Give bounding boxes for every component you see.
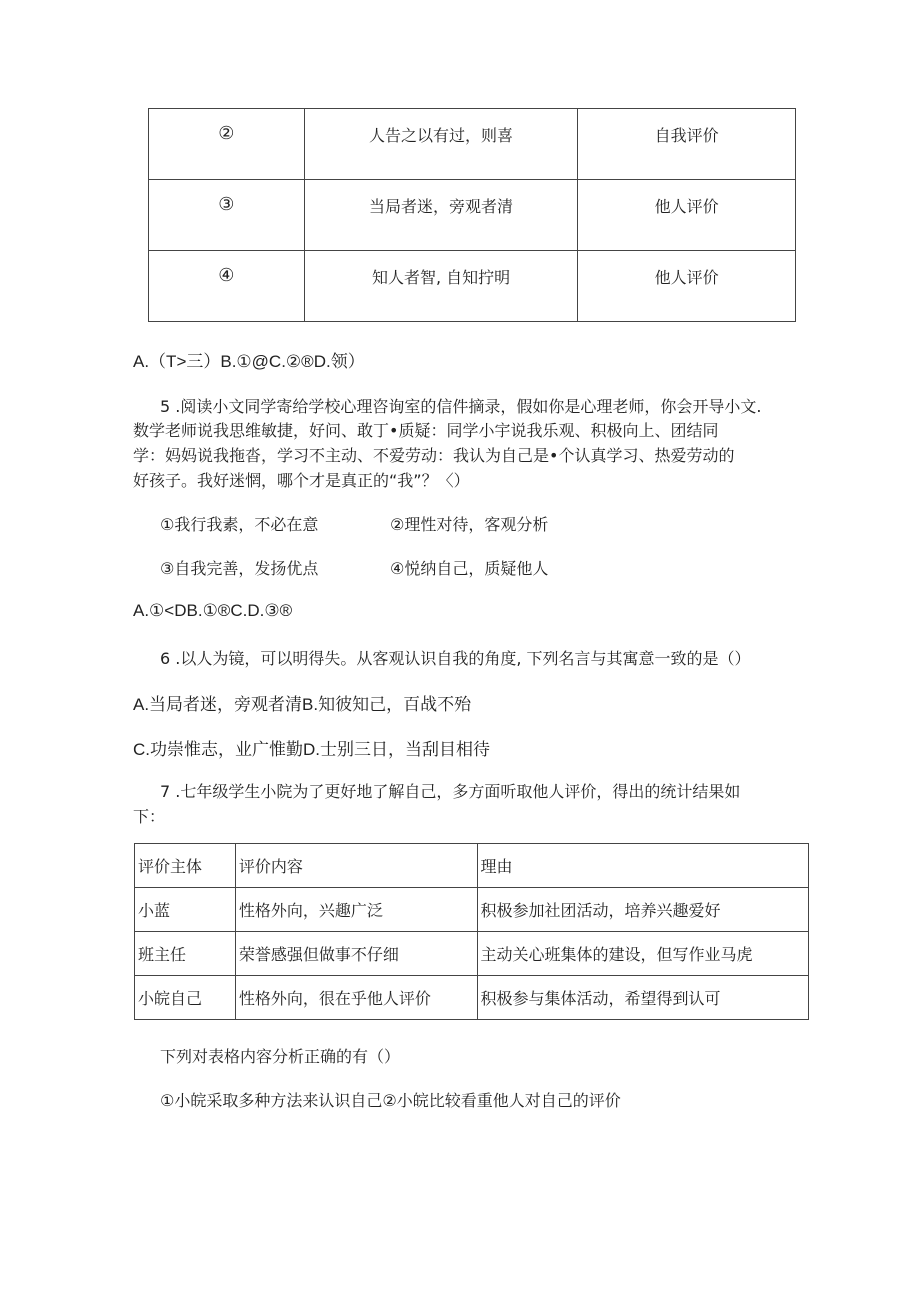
q5-options: A.①<DB.①®C.D.③®	[133, 601, 293, 620]
cell-content: 性格外向，很在乎他人评价	[235, 976, 477, 1020]
row-number: ④	[149, 251, 305, 322]
cell-subject: 班主任	[135, 932, 236, 976]
cell-reason: 积极参加社团活动，培养兴趣爱好	[477, 888, 809, 932]
header-subject: 评价主体	[135, 844, 236, 888]
quote-cell: 人告之以有过，则喜	[304, 109, 578, 180]
table-row	[135, 932, 809, 976]
header-content: 评价内容	[235, 844, 477, 888]
q5-item-2: ②理性对待，客观分析	[390, 515, 549, 534]
table-row	[149, 109, 796, 180]
cell-content: 性格外向，兴趣广泛	[235, 888, 477, 932]
q6-options-ab: A.当局者迷，旁观者清B.知彼知己，百战不殆	[133, 695, 472, 714]
self-evaluation-table	[148, 108, 796, 322]
q7-items: ①小皖采取多种方法来认识自己②小皖比较看重他人对自己的评价	[160, 1091, 621, 1110]
cell-subject: 小皖自己	[135, 976, 236, 1020]
q7-stem-line2: 下：	[133, 807, 166, 826]
q5-stem-line3: 学：妈妈说我拖沓，学习不主动、不爱劳动：我认为自己是•个认真学习、热爱劳动的	[133, 446, 735, 465]
row-number: ③	[149, 180, 305, 251]
table-row	[149, 251, 796, 322]
table-row	[135, 888, 809, 932]
evaluation-statistics-table	[134, 843, 809, 1020]
table-row	[135, 976, 809, 1020]
q6-options-cd: C.功崇惟志，业广惟勤D.士别三日，当刮目相待	[133, 740, 490, 759]
row-number: ②	[149, 109, 305, 180]
cell-reason: 主动关心班集体的建设，但写作业马虎	[477, 932, 809, 976]
table-row	[149, 180, 796, 251]
cell-content: 荣誉感强但做事不仔细	[235, 932, 477, 976]
evaluation-type-cell: 自我评价	[578, 109, 796, 180]
q5-item-3: ③自我完善，发扬优点	[160, 559, 319, 578]
q6-stem: 6 .以人为镜，可以明得失。从客观认识自我的角度, 下列名言与其寓意一致的是（）	[160, 649, 751, 668]
q5-item-4: ④悦纳自己，质疑他人	[390, 559, 549, 578]
evaluation-type-cell: 他人评价	[578, 180, 796, 251]
q7-question: 下列对表格内容分析正确的有（）	[160, 1047, 401, 1066]
q5-stem-line2: 数学老师说我思维敏捷，好问、敢丁•质疑：同学小宇说我乐观、积极向上、团结同	[133, 421, 719, 440]
header-reason: 理由	[477, 844, 809, 888]
q5-stem-line4: 好孩子。我好迷惘，哪个才是真正的“我”？〈）	[133, 471, 470, 490]
quote-cell: 当局者迷，旁观者清	[304, 180, 578, 251]
cell-reason: 积极参与集体活动，希望得到认可	[477, 976, 809, 1020]
quote-cell: 知人者智, 自知拧明	[304, 251, 578, 322]
table-header-row	[135, 844, 809, 888]
evaluation-type-cell: 他人评价	[578, 251, 796, 322]
cell-subject: 小蓝	[135, 888, 236, 932]
q5-item-1: ①我行我素，不必在意	[160, 515, 319, 534]
q5-stem-line1: 5 .阅读小文同学寄给学校心理咨询室的信件摘录，假如你是心理老师，你会开导小文.	[160, 397, 762, 416]
q4-options: A.（T>三）B.①@C.②®D.领）	[133, 352, 365, 371]
q7-stem-line1: 7 .七年级学生小院为了更好地了解自己，多方面听取他人评价，得出的统计结果如	[160, 782, 741, 801]
